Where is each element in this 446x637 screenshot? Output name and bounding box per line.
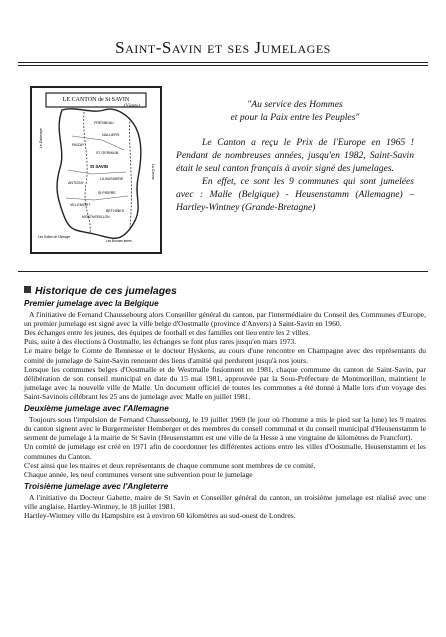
paragraph: A l'initiative de Fernand Chaussebourg alors Conseiller général du canton, par l'intermédiaire du Conseil des Communes d'Europe, un premier jumelage est signé avec la ville belge d'Oostmalle (province d'Anvers) à Saint-Savin en 1960. — [24, 310, 426, 329]
subheading-angleterre: Troisième jumelage avec l'Angleterre — [24, 481, 169, 491]
map-label-nalliers: NALLIERS — [102, 133, 120, 137]
subheading-allemagne: Deuxième jumelage avec l'Allemagne — [24, 404, 169, 414]
map-label-st-savin: St SAVIN — [90, 164, 108, 169]
paragraph: Des échanges entre les jeunes, des équipes de football et des familles ont lieu entre les 2 villes. — [24, 328, 311, 338]
paragraph: C'est ainsi que les maires et deux représentants de chaque commune sont membres de ce comité. — [24, 460, 316, 470]
paragraph: Le maire belge le Comte de Rennesse et le docteur Hyskens, au cours d'une rencontre en Champagne avec des représentants du comité de jumelage de Saint-Savin renouent des liens d'amitié qui perdurent jusqu'à nos jours. — [24, 346, 426, 365]
map-label-st-germain: ST GERMAIN — [96, 151, 119, 155]
canton-map — [30, 86, 162, 254]
motto-line-1: "Au service des Hommes — [247, 99, 343, 110]
map-label-st-pierre: St PIERRE — [98, 191, 116, 195]
map-subheader: (Vienne) — [124, 102, 140, 108]
map-label-montmorillon: MONTMORILLON — [82, 215, 110, 219]
intro-block — [176, 98, 414, 214]
history-body — [24, 296, 426, 520]
map-label-fresneau: FRESNEAU — [94, 121, 114, 125]
map-label-creuse: La Creuse — [151, 164, 155, 180]
paragraph: Toujours sous l'impulsion de Fernand Chaussebourg, le 19 juillet 1969 (le jour où l'homme a mis le pied sur la lune) les 9 maires du canton signent avec le Burgermeister Hemberger et des membres du conseil communal et du conseil municipal d'Heusenstamm le serment de jumelage à la mairie de St Savin (Heusenstamm est une ville de la Hesse à une vingtaine de kilomètres de Francfort). — [24, 415, 426, 443]
map-header: LE CANTON de St SAVIN — [62, 97, 130, 103]
map-label-bonnes-terres: Les Bonnes terres — [106, 239, 132, 243]
section-heading-text: Historique de ces jumelages — [35, 285, 177, 297]
map-label-villemort: VILLEMORT — [70, 203, 91, 207]
map-label-salles: Les Salles de l'Abbaye — [38, 235, 71, 239]
intro-paragraph-1: Le Canton a reçu le Prix de l'Europe en 1965 ! Pendant de nombreuses années, jusqu'en 1982, Saint-Savin était le seul canton français à avoir signé des jumelages. — [176, 137, 414, 174]
paragraph: Un comité de jumelage est créé en 1971 afin de coordonner les différentes actions entre les villes d'Oostmalle, Heusenstamm et les communes du Canton. — [24, 442, 426, 461]
intro-paragraph-2: En effet, ce sont les 9 communes qui sont jumelées avec : Malle (Belgique) - Heusenstamm (Allemagne) – Hartley-Wintney (Grande-Bretagne) — [176, 176, 414, 213]
title-rule-top — [18, 62, 428, 63]
title-rule-bottom — [18, 65, 428, 66]
subheading-belgique: Premier jumelage avec la Belgique — [24, 299, 159, 308]
paragraph: Hartley-Wintney ville du Hampshire est à environ 60 kilomètres au sud-ouest de Londres. — [24, 511, 296, 521]
page-title: Saint-Savin et ses Jumelages — [115, 38, 331, 57]
motto-line-2: et pour la Paix entre les Peuples" — [230, 112, 360, 123]
section-rule — [18, 271, 428, 272]
map-label-gartempe: Le Gartempe — [39, 128, 43, 148]
paragraph: Chaque année, les neuf communes versent une subvention pour le jumelage — [24, 469, 253, 479]
paragraph: Lorsque les communes belges d'Oostmalle et de Westmalle fusionnent en 1981, chaque commune du canton de Saint-Savin, par délibération de son conseil municipal en date du 15 mai 1981, approuvée par la Sous-Préfecture de Montmorillon, maintient le jumelage avec la nouvelle ville de Malle. Un document officiel de toutes les communes a été donné à Malle lors d'un voyage des Saint-Savinois célébrant les 25 ans de jumelage avec Malle en juillet 1981. — [24, 364, 426, 401]
map-label-la-bussiere: LA BUSSIERE — [100, 177, 124, 181]
canton-map-drawing — [32, 88, 160, 252]
map-label-antigny: ANTIGNY — [68, 181, 84, 185]
map-label-paizay: PAIZAY — [72, 143, 85, 147]
paragraph: Puis, suite à des élections à Oostmalle, les échanges se font plus rares jusqu'en mars 1973. — [24, 337, 297, 347]
map-label-bethines: BETHINES — [106, 209, 124, 213]
bullet-square-icon — [24, 286, 31, 293]
river-creuse — [130, 118, 132, 228]
paragraph: A l'initiative du Docteur Gabette, maire de St Savin et Conseiller général du canton, un troisième jumelage est réalisé avec une ville anglaise, Hartley-Wintney, le 18 juillet 1981. — [24, 492, 426, 511]
motto — [176, 98, 414, 124]
